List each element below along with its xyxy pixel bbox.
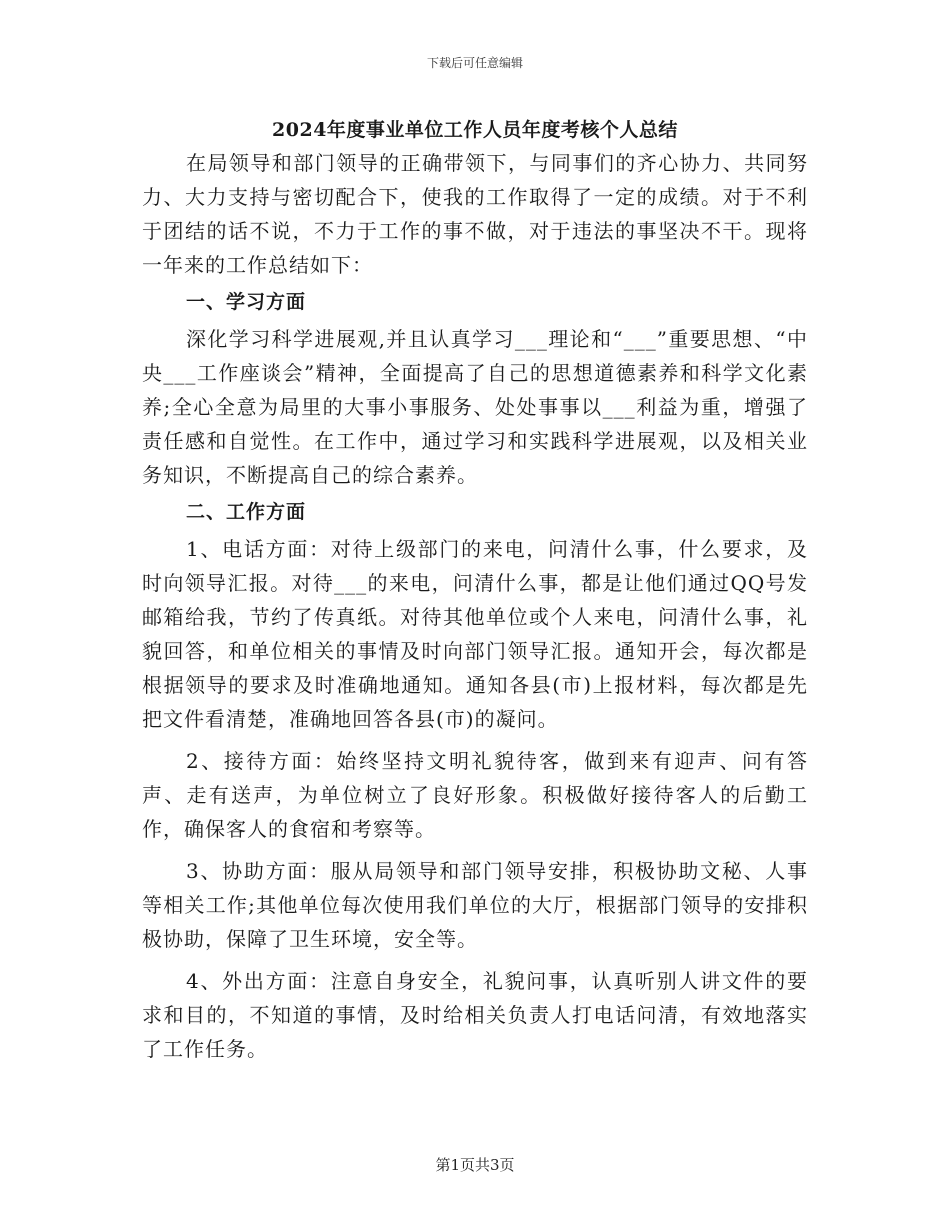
work-item-outing: 4、外出方面：注意自身安全，礼貌问事，认真听别人讲文件的要求和目的，不知道的事情，及时给相关负责人打电话问清，有效地落实了工作任务。 <box>142 969 808 1061</box>
header-note: 下载后可任意编辑 <box>426 56 523 70</box>
intro-paragraph: 在局领导和部门领导的正确带领下，与同事们的齐心协力、共同努力、大力支持与密切配合下，使我的工作取得了一定的成绩。对于不利于团结的话不说，不力于工作的事不做，对于违法的事坚决不干。现将一年来的工作总结如下： <box>142 151 808 277</box>
page-footer: 第1页共3页 <box>435 1156 515 1174</box>
section-heading-study: 一、学习方面 <box>186 291 307 313</box>
work-item-assistance: 3、协助方面：服从局领导和部门领导安排，积极协助文秘、人事等相关工作;其他单位每次使用我们单位的大厅，根据部门领导的安排积极协助，保障了卫生环境，安全等。 <box>142 859 808 951</box>
study-paragraph: 深化学习科学进展观,并且认真学习___理论和“___”重要思想、“中央___工作座谈会”精神，全面提高了自己的思想道德素养和科学文化素养;全心全意为局里的大事小事服务、处处事事以___利益为重，增强了责任感和自觉性。在工作中，通过学习和实践科学进展观，以及相关业务知识，不断提高自己的综合素养。 <box>142 327 808 487</box>
work-item-phone: 1、电话方面：对待上级部门的来电，问清什么事，什么要求，及时向领导汇报。对待___的来电，问清什么事，都是让他们通过QQ号发邮箱给我，节约了传真纸。对待其他单位或个人来电，问清什么事，礼貌回答，和单位相关的事情及时向部门领导汇报。通知开会，每次都是根据领导的要求及时准确地通知。通知各县(市)上报材料，每次都是先把文件看清楚，准确地回答各县(市)的凝问。 <box>142 537 808 731</box>
work-item-reception: 2、接待方面：始终坚持文明礼貌待客，做到来有迎声、问有答声、走有送声，为单位树立了良好形象。积极做好接待客人的后勤工作，确保客人的食宿和考察等。 <box>142 749 808 841</box>
document-body <box>142 146 808 1066</box>
page-title: 2024年度事业单位工作人员年度考核个人总结 <box>272 119 678 141</box>
section-heading-work: 二、工作方面 <box>186 501 307 523</box>
